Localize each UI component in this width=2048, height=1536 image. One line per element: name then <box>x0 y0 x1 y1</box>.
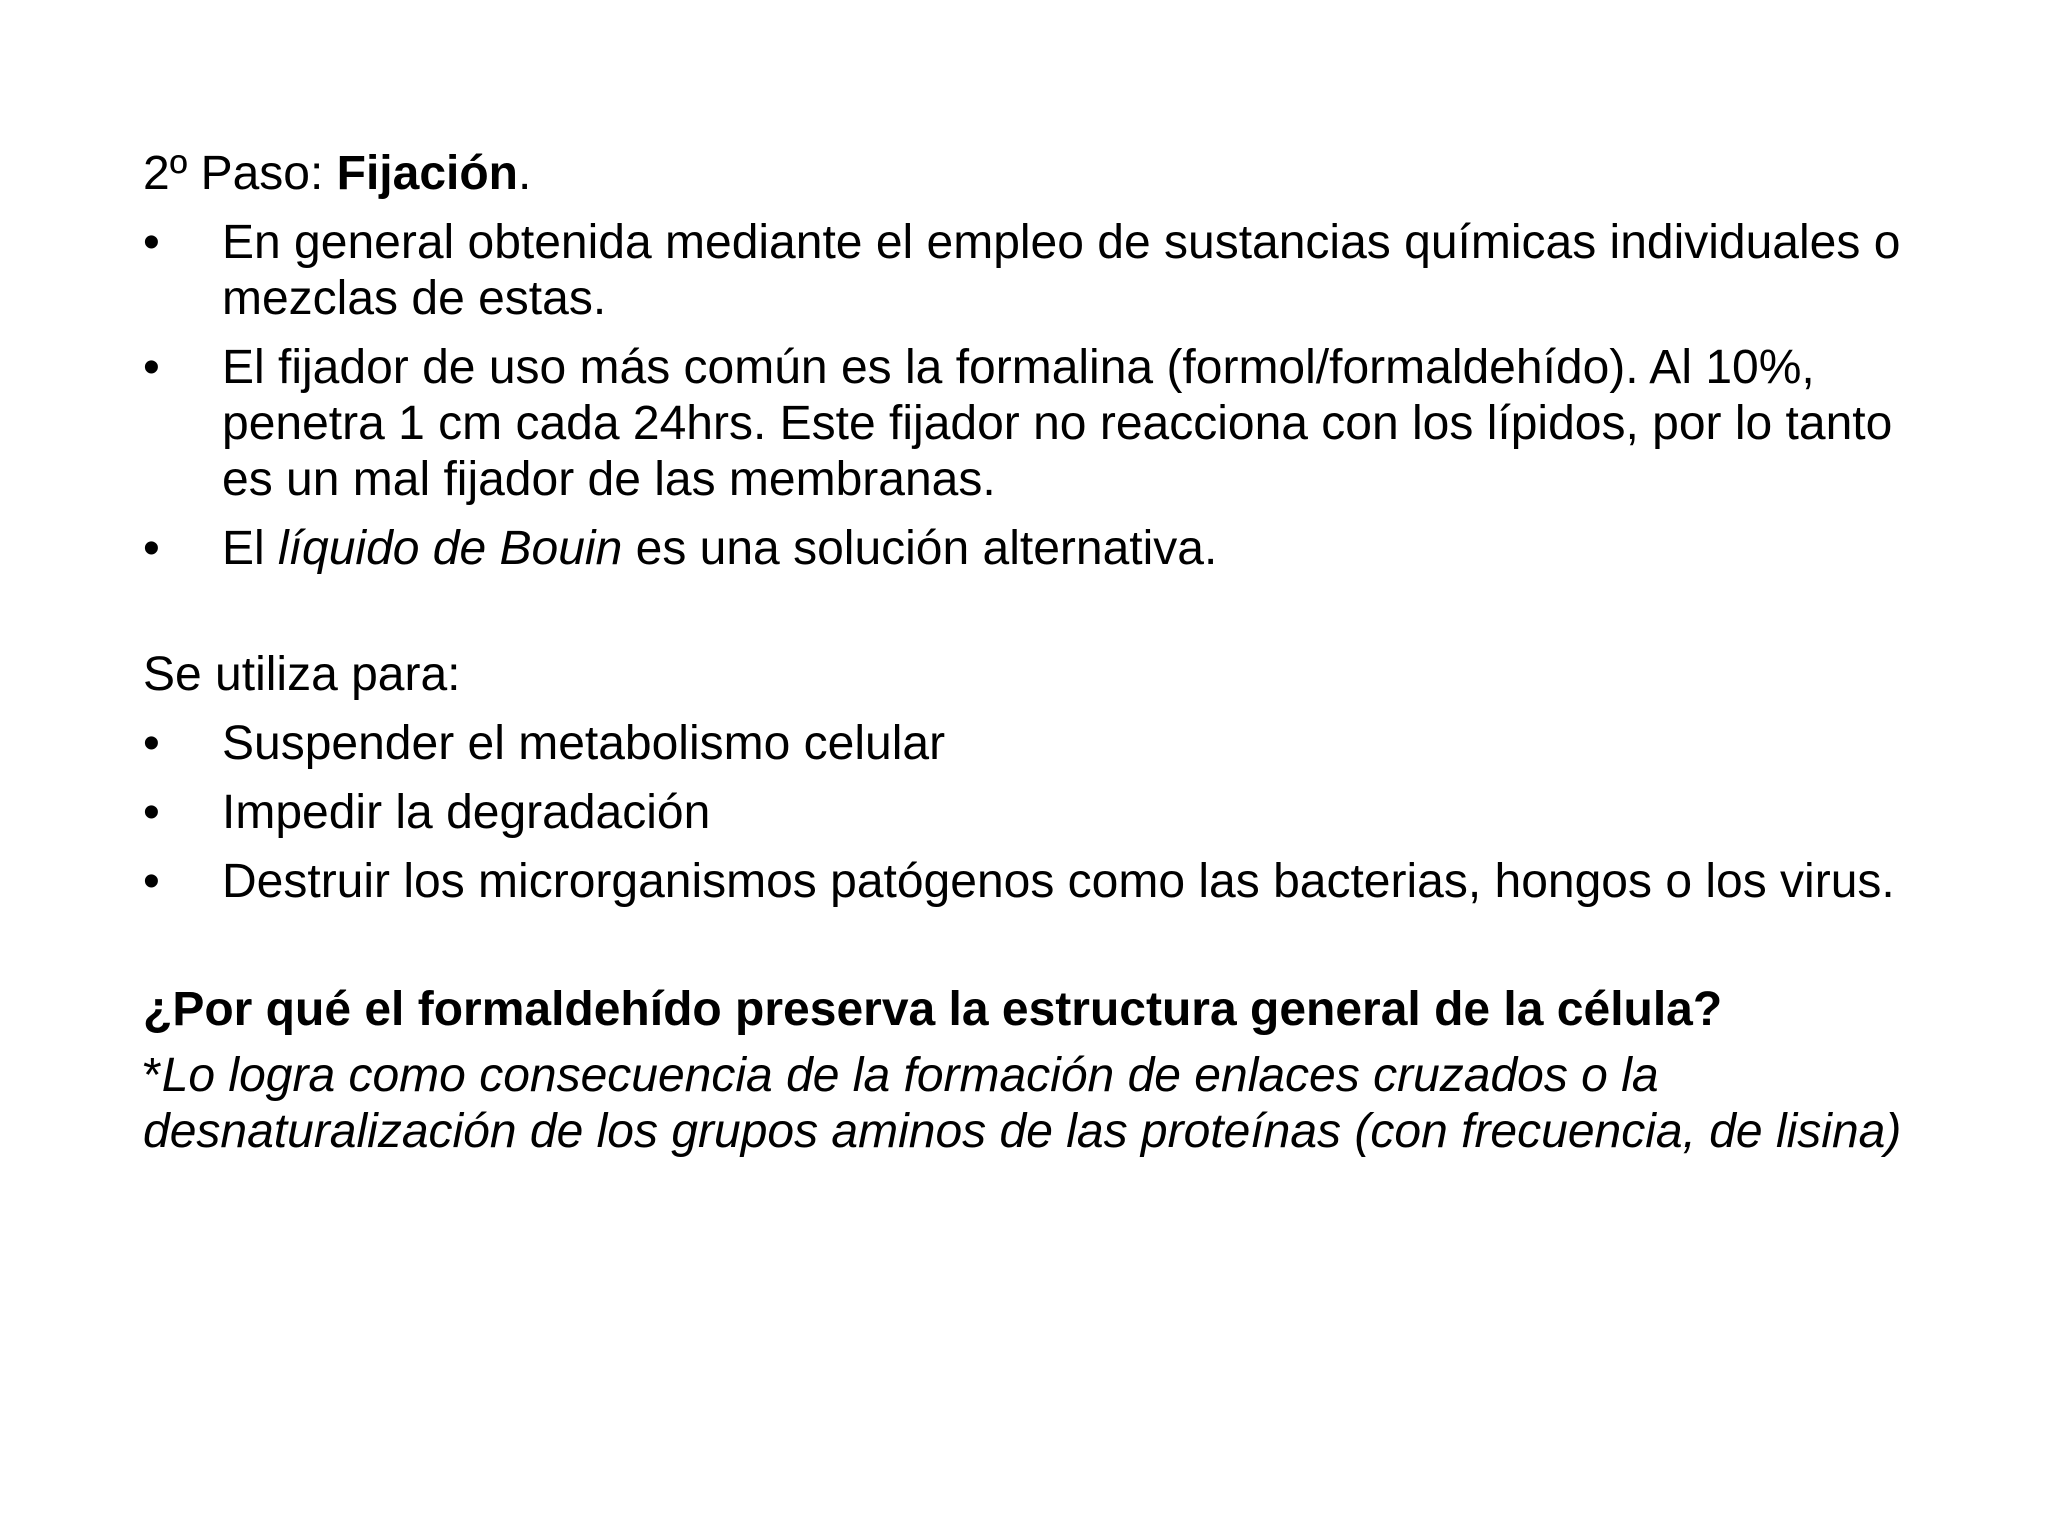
uses-heading: Se utiliza para: <box>143 648 461 701</box>
answer-text <box>143 1048 1923 1160</box>
list-item-text: Destruir los microrganismos patógenos como las bacterias, hongos o los virus. <box>222 855 1895 908</box>
list-item-text: En general obtenida mediante el empleo de sustancias químicas individuales o mezclas de estas. <box>222 216 1901 325</box>
list-item <box>143 854 1923 910</box>
question-heading: ¿Por qué el formaldehído preserva la estructura general de la célula? <box>143 983 1723 1036</box>
step-prefix: 2º Paso: <box>143 147 337 200</box>
list-item-text: Impedir la degradación <box>222 786 711 839</box>
fixation-list <box>143 215 1923 577</box>
list-item <box>143 215 1923 327</box>
list-item-text: Suspender el metabolismo celular <box>222 717 946 770</box>
list-item-text-before: El <box>222 522 279 575</box>
bullet-icon: • <box>143 522 160 575</box>
list-item <box>143 785 1923 841</box>
list-item <box>143 521 1923 577</box>
bullet-icon: • <box>143 786 160 839</box>
uses-list <box>143 716 1923 910</box>
list-item-text: El fijador de uso más común es la formalina (formol/formaldehído). Al 10%, penetra 1 cm cada 24hrs. Este fijador no reacciona con los lípidos, por lo tanto es un mal fijador de las membranas. <box>222 341 1893 506</box>
bullet-icon: • <box>143 717 160 770</box>
slide-content <box>143 146 1923 1160</box>
bullet-icon: • <box>143 341 160 394</box>
step-heading <box>143 146 1923 202</box>
bullet-icon: • <box>143 216 160 269</box>
list-item <box>143 716 1923 772</box>
answer-marker: * <box>143 1049 162 1102</box>
list-item <box>143 340 1923 508</box>
list-item-text-after: es una solución alternativa. <box>622 522 1218 575</box>
list-item-text-italic: líquido de Bouin <box>278 522 623 575</box>
step-suffix: . <box>518 147 532 200</box>
answer-body: Lo logra como consecuencia de la formación de enlaces cruzados o la desnaturalización de los grupos aminos de las proteínas (con frecuencia, de lisina) <box>143 1049 1902 1158</box>
step-title: Fijación <box>336 147 518 200</box>
bullet-icon: • <box>143 855 160 908</box>
